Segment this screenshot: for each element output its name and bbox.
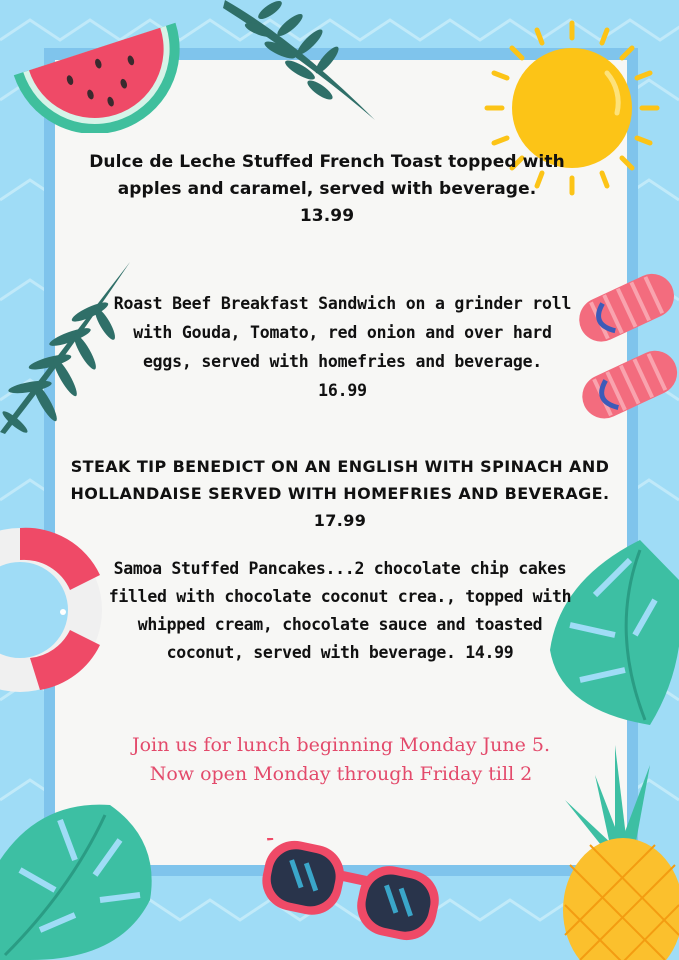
lunch-announcement: Join us for lunch beginning Monday June 5. Now open Monday through Friday till 2 — [131, 734, 551, 785]
menu-item-samoa-pancakes: Samoa Stuffed Pancakes...2 chocolate chip cakes filled with chocolate coconut crea., topped with whipped cream, chocolate sauce and toasted coconut, served with beverage. 14.99 — [108, 559, 572, 662]
menu-item-steak-tip-benedict: STEAK TIP BENEDICT ON AN ENGLISH WITH SPINACH AND HOLLANDAISE SERVED WITH HOMEFRIES AND BEVERAGE. 17.99 — [70, 457, 610, 530]
menu-item-french-toast: Dulce de Leche Stuffed French Toast topped with apples and caramel, served with beverage. 13.99 — [89, 152, 565, 226]
menu-item-roast-beef-sandwich: Roast Beef Breakfast Sandwich on a grinder roll with Gouda, Tomato, red onion and over hard eggs, served with homefries and beverage. 16.99 — [113, 294, 572, 400]
